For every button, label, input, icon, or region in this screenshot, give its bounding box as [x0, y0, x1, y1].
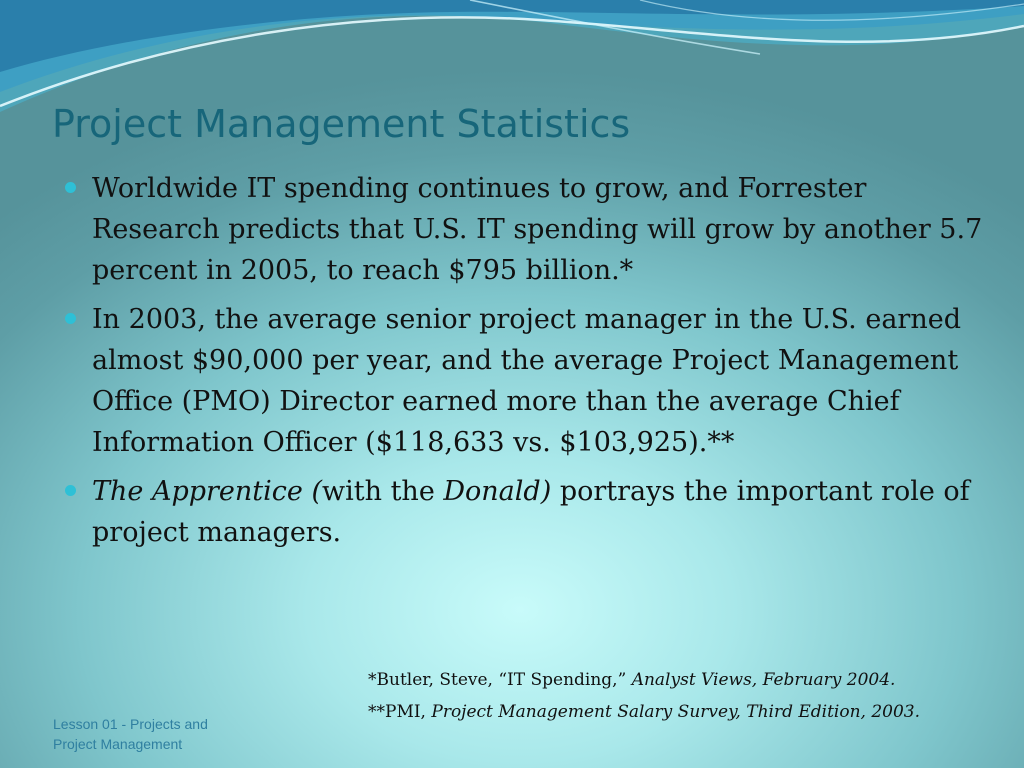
bullet-list	[62, 168, 1002, 561]
reference-2	[368, 696, 920, 728]
footer-line-1: Lesson 01 - Projects and	[53, 716, 208, 732]
reference-1-source: Analyst Views, February 2004.	[631, 670, 896, 690]
footer-line-2: Project Management	[53, 736, 183, 752]
bullet-marker-icon	[65, 485, 76, 496]
references	[368, 664, 920, 728]
slide-footer	[53, 714, 208, 754]
bullet-text-segment: The Apprentice (	[92, 476, 323, 507]
reference-1-text: *Butler, Steve, “IT Spending,”	[368, 670, 632, 690]
reference-2-source: Project Management Salary Survey, Third Edition, 2003.	[431, 702, 921, 722]
bullet-text-segment: Worldwide IT spending continues to grow, and Forrester Research predicts that U.S. IT spending will grow by another 5.7 percent in 2005, to reach $795 billion.*	[92, 173, 983, 286]
reference-2-text: **PMI,	[368, 702, 432, 722]
reference-1	[368, 664, 920, 696]
bullet-item	[62, 299, 1002, 463]
bullet-text-segment: with the	[322, 476, 444, 507]
bullet-marker-icon	[65, 182, 76, 193]
bullet-item	[62, 471, 1002, 553]
bullet-text-segment: portrays the important role of project managers.	[92, 476, 970, 548]
bullet-item	[62, 168, 1002, 291]
bullet-marker-icon	[65, 313, 76, 324]
bullet-text-segment: Donald)	[443, 476, 552, 507]
slide-title: Project Management Statistics	[52, 102, 631, 146]
bullet-text-segment: In 2003, the average senior project manager in the U.S. earned almost $90,000 per year, and the average Project Management Office (PMO) Director earned more than the average Chief Information Officer ($118,633 vs. $103,925).**	[92, 304, 961, 458]
